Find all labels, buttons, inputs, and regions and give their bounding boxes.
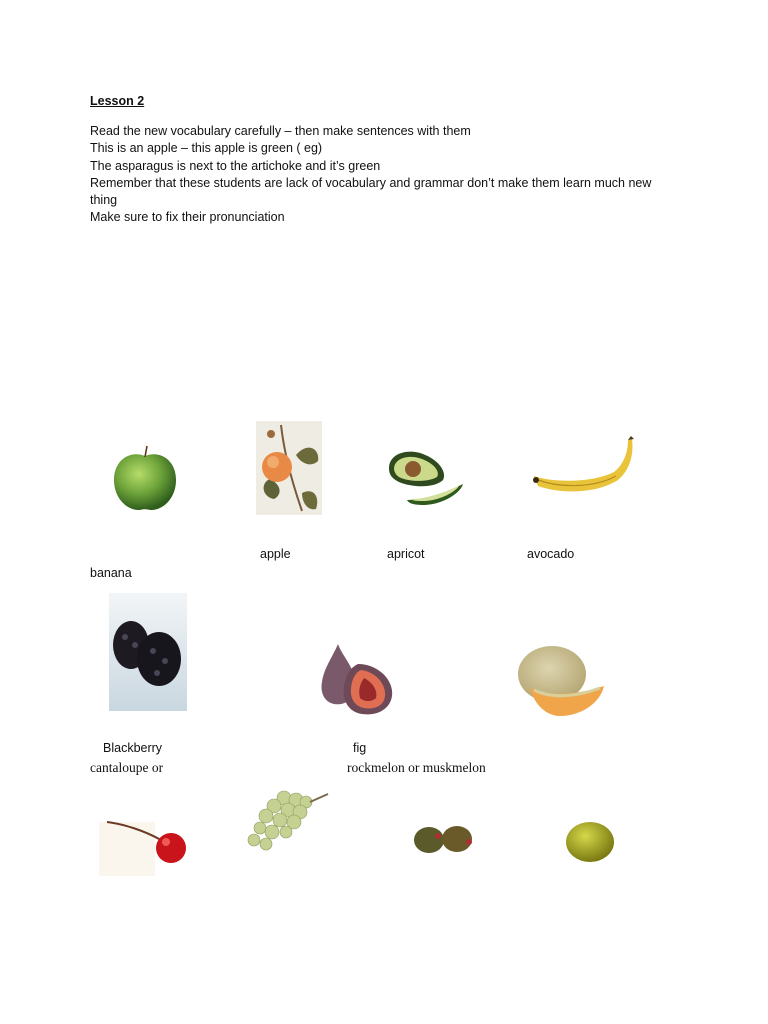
lime-image <box>565 820 617 866</box>
olives-image <box>412 822 478 858</box>
label-fig: fig <box>353 741 367 755</box>
avocado-image <box>385 446 467 508</box>
apple-image <box>110 444 180 514</box>
instruction-line: This is an apple – this apple is green ( eg) <box>90 141 323 156</box>
label-apricot: apricot <box>387 547 425 561</box>
label-avocado: avocado <box>527 547 575 561</box>
blackberry-image <box>109 593 187 711</box>
label-banana: banana <box>90 566 132 580</box>
grapes-image <box>244 788 334 852</box>
label-cantaloupe: cantaloupe or <box>90 760 164 775</box>
instruction-line: Remember that these students are lack of vocabulary and grammar don’t make them learn much new <box>90 175 652 190</box>
instruction-line: Read the new vocabulary carefully – then make sentences with them <box>90 124 471 138</box>
label-blackberry: Blackberry <box>103 741 163 755</box>
instruction-line: thing <box>90 193 118 208</box>
instruction-line: The asparagus is next to the artichoke and it’s green <box>90 158 381 173</box>
cherry-image <box>99 816 189 876</box>
fig-image <box>318 642 396 718</box>
label-apple: apple <box>260 547 291 561</box>
instructions <box>90 123 690 227</box>
apricot-image <box>256 421 322 515</box>
label-rockmelon: rockmelon or muskmelon <box>347 760 486 775</box>
lesson-title: Lesson 2 <box>90 94 145 108</box>
instruction-line: Make sure to fix their pronunciation <box>90 210 285 225</box>
banana-image <box>530 436 636 496</box>
cantaloupe-image <box>516 646 608 718</box>
